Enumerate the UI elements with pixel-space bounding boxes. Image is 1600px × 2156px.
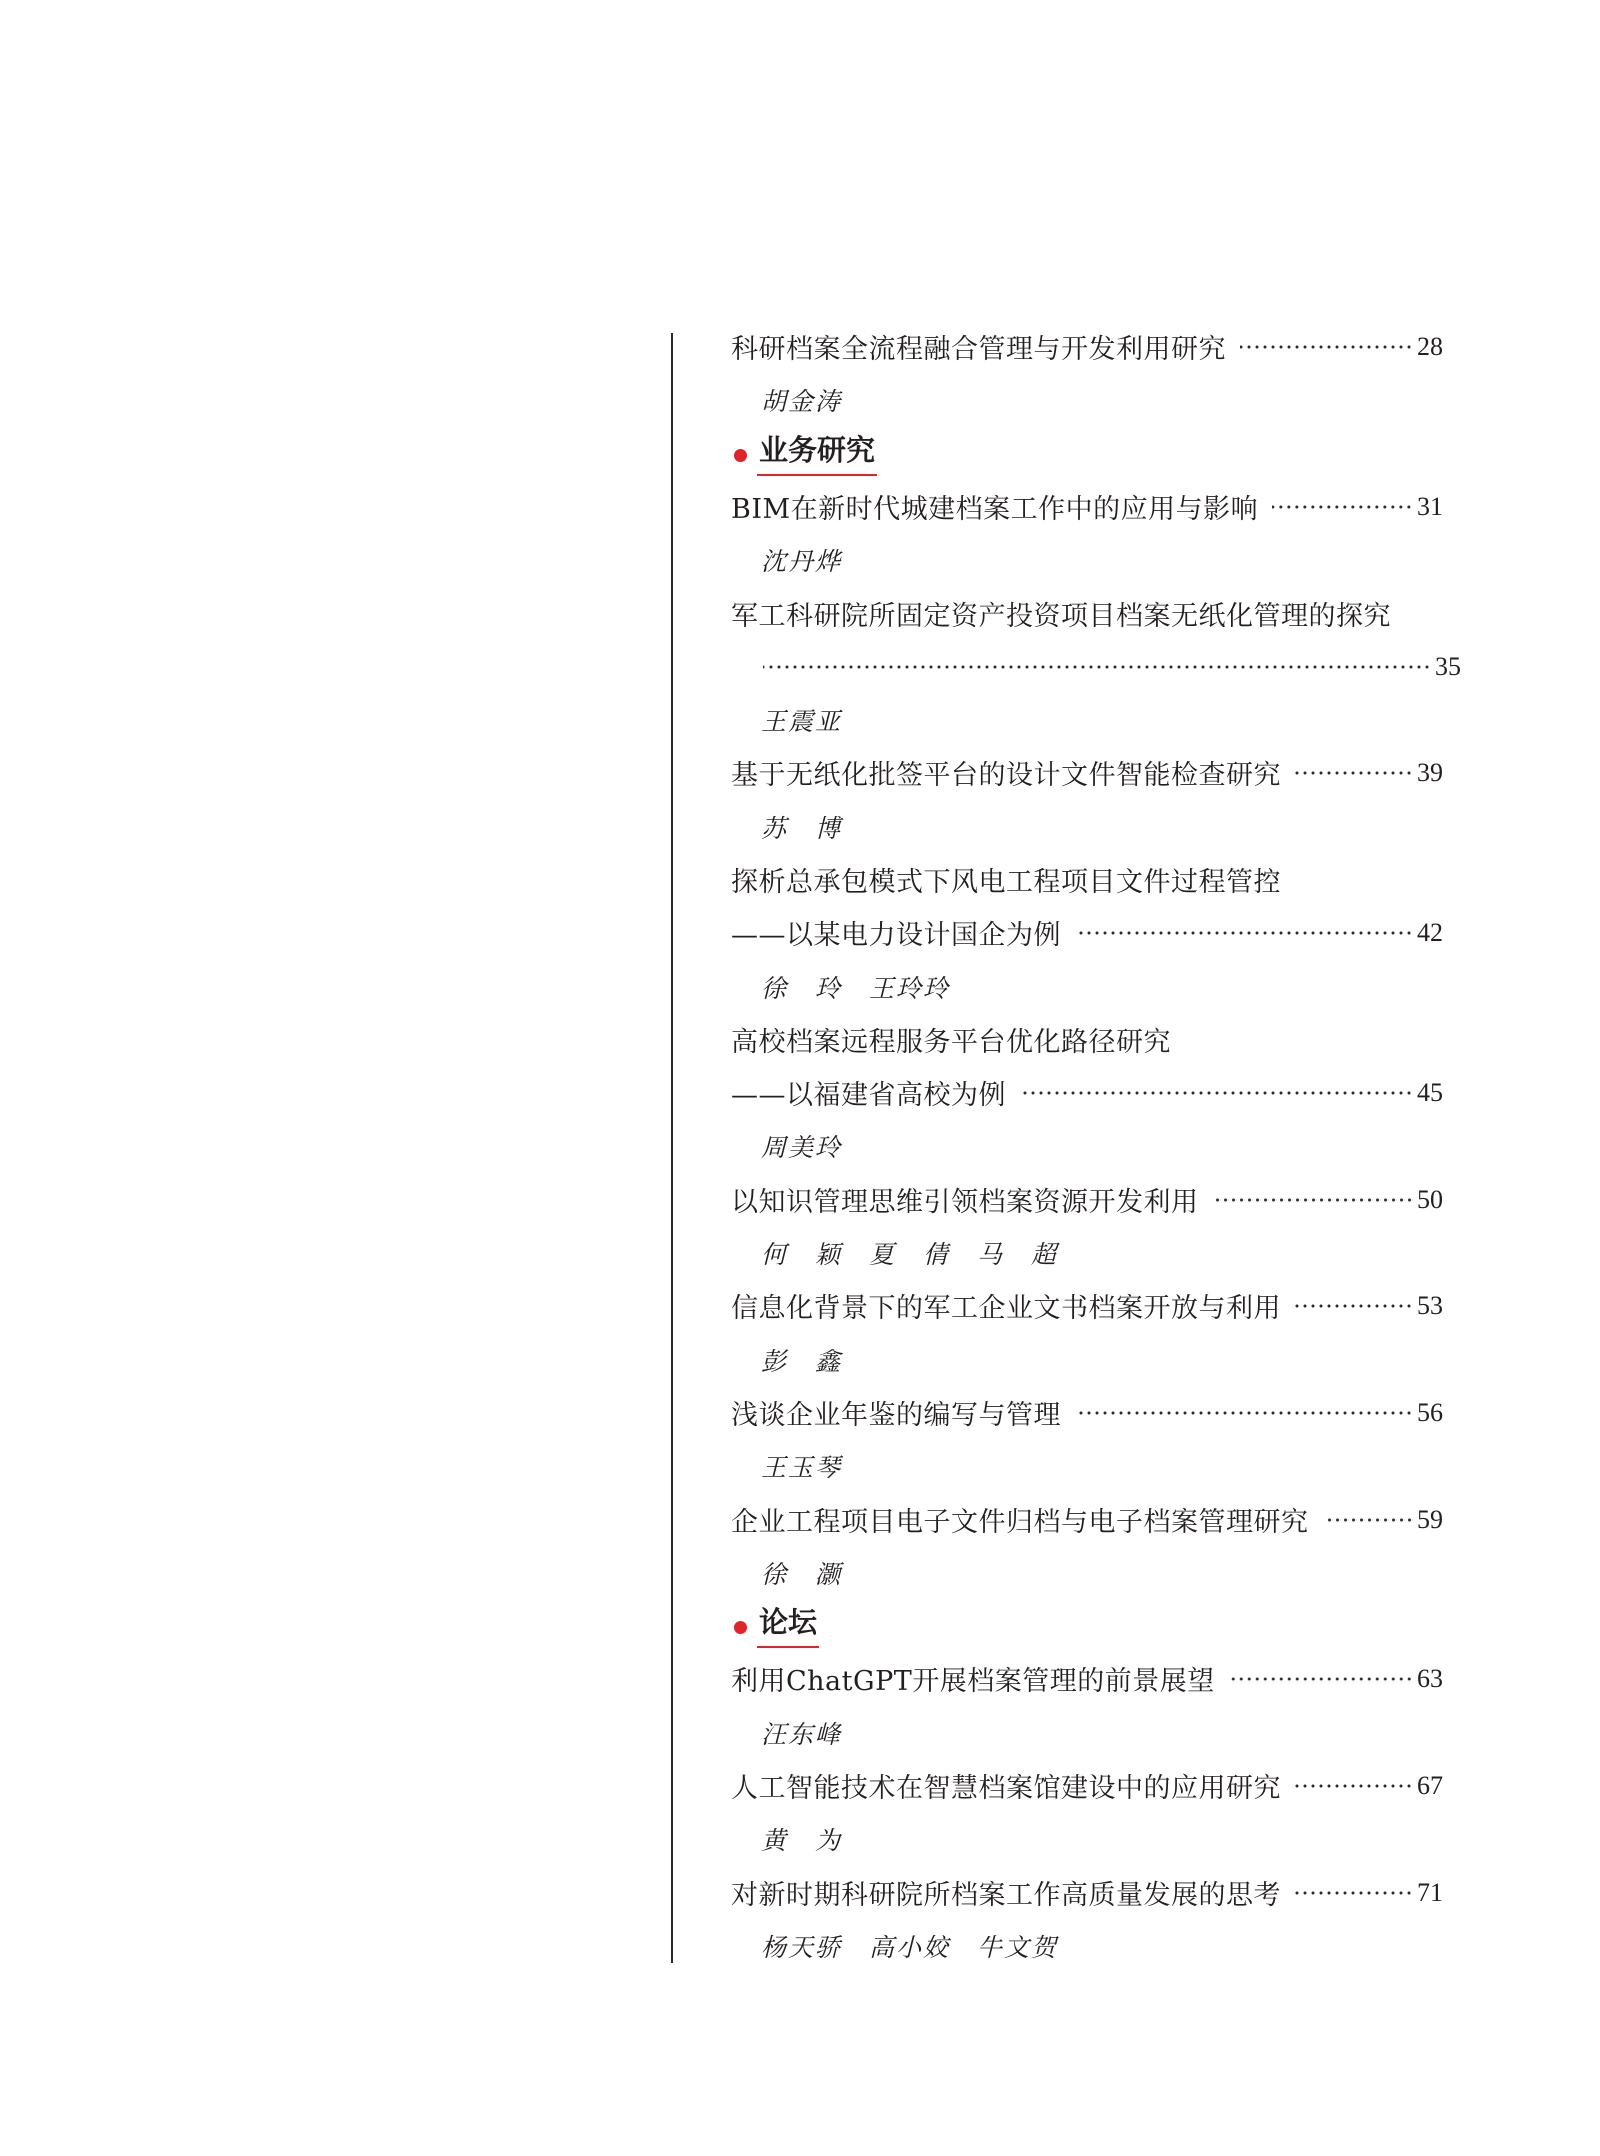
author-names: 彭 鑫: [761, 1346, 843, 1376]
page-number: 59: [1417, 1504, 1443, 1534]
dot-leader: [1295, 1883, 1413, 1903]
section-title: 论坛: [757, 1606, 819, 1648]
author-line: [731, 1119, 1473, 1172]
article-title: 人工智能技术在智慧档案馆建设中的应用研究: [731, 1773, 1281, 1804]
author-line: [731, 1226, 1473, 1279]
page-number: 63: [1417, 1663, 1443, 1693]
toc-entry: [731, 1173, 1443, 1226]
section-bullet-icon: [734, 449, 747, 462]
author-line: [731, 1919, 1473, 1972]
dot-leader: [1020, 1083, 1413, 1103]
author-names: 徐 玲 王玲玲: [761, 973, 951, 1003]
dot-leader: [763, 657, 1431, 677]
toc-entry: [731, 587, 1443, 640]
author-names: 杨天骄 高小姣 牛文贺: [761, 1932, 1059, 1962]
article-title: 军工科研院所固定资产投资项目档案无纸化管理的探究: [731, 601, 1391, 632]
dot-leader: [1075, 1403, 1413, 1423]
author-names: 徐 灏: [761, 1559, 843, 1589]
dot-leader: [1295, 1296, 1413, 1316]
dot-leader: [1229, 1669, 1413, 1689]
author-names: 汪东峰: [761, 1719, 843, 1749]
toc-entry: [731, 1386, 1443, 1439]
article-subtitle: ——以福建省高校为例: [731, 1080, 1006, 1111]
article-title: 企业工程项目电子文件归档与电子档案管理研究: [731, 1507, 1309, 1538]
toc-entry: [731, 853, 1443, 906]
toc-entry-continuation: [731, 640, 1461, 693]
page-number: 31: [1417, 491, 1443, 521]
author-line: [731, 373, 1473, 426]
article-title: 利用ChatGPT开展档案管理的前景展望: [731, 1666, 1215, 1697]
toc-entry-subtitle: [731, 1066, 1443, 1119]
author-line: [731, 533, 1473, 586]
article-title: 对新时期科研院所档案工作高质量发展的思考: [731, 1880, 1281, 1911]
author-line: [731, 800, 1473, 853]
toc-entry: [731, 746, 1443, 799]
toc-entry: [731, 1013, 1443, 1066]
section-heading: [731, 1599, 1443, 1655]
dot-leader: [1295, 1776, 1413, 1796]
toc-entry: [731, 480, 1443, 533]
section-bullet-icon: [734, 1621, 747, 1634]
dot-leader: [1075, 923, 1413, 943]
dot-leader: [1272, 497, 1413, 517]
toc-entry: [731, 1493, 1443, 1546]
page-number: 53: [1417, 1290, 1443, 1320]
dot-leader: [1295, 763, 1413, 783]
page-number: 45: [1417, 1077, 1443, 1107]
author-line: [731, 1439, 1473, 1492]
article-title: 信息化背景下的军工企业文书档案开放与利用: [731, 1293, 1281, 1324]
page-number: 42: [1417, 917, 1443, 947]
page-number: 67: [1417, 1770, 1443, 1800]
author-names: 黄 为: [761, 1825, 843, 1855]
dot-leader: [1323, 1510, 1414, 1530]
toc-entry: [731, 1866, 1443, 1919]
article-title: 高校档案远程服务平台优化路径研究: [731, 1027, 1171, 1058]
article-title: 以知识管理思维引领档案资源开发利用: [731, 1187, 1199, 1218]
article-title: 基于无纸化批签平台的设计文件智能检查研究: [731, 760, 1281, 791]
dot-leader: [1213, 1190, 1414, 1210]
toc-entry: [731, 1652, 1443, 1705]
article-subtitle: ——以某电力设计国企为例: [731, 920, 1061, 951]
author-line: [731, 1706, 1473, 1759]
toc-entry: [731, 320, 1443, 373]
section-heading: [731, 427, 1443, 483]
author-line: [731, 960, 1473, 1013]
page-number: 28: [1417, 331, 1443, 361]
page-number: 56: [1417, 1397, 1443, 1427]
author-names: 沈丹烨: [761, 546, 843, 576]
author-names: 何 颖 夏 倩 马 超: [761, 1239, 1059, 1269]
dot-leader: [1240, 337, 1413, 357]
author-line: [731, 1812, 1473, 1865]
author-names: 王玉琴: [761, 1452, 843, 1482]
article-title: 浅谈企业年鉴的编写与管理: [731, 1400, 1061, 1431]
author-line: [731, 1546, 1473, 1599]
author-line: [731, 1333, 1473, 1386]
page-number: 50: [1417, 1184, 1443, 1214]
author-names: 胡金涛: [761, 386, 843, 416]
author-line: [731, 693, 1473, 746]
author-names: 王震亚: [761, 706, 843, 736]
page-number: 71: [1417, 1877, 1443, 1907]
author-names: 周美玲: [761, 1132, 843, 1162]
section-title: 业务研究: [757, 434, 877, 476]
toc-divider-line: [671, 333, 673, 1963]
article-title: 科研档案全流程融合管理与开发利用研究: [731, 334, 1226, 365]
toc-entry: [731, 1759, 1443, 1812]
toc-entry: [731, 1279, 1443, 1332]
toc-entry-subtitle: [731, 906, 1443, 959]
article-title: BIM在新时代城建档案工作中的应用与影响: [731, 494, 1259, 525]
page-number: 35: [1435, 651, 1461, 681]
table-of-contents: [731, 0, 1461, 2156]
article-title: 探析总承包模式下风电工程项目文件过程管控: [731, 867, 1281, 898]
page-number: 39: [1417, 757, 1443, 787]
author-names: 苏 博: [761, 813, 843, 843]
